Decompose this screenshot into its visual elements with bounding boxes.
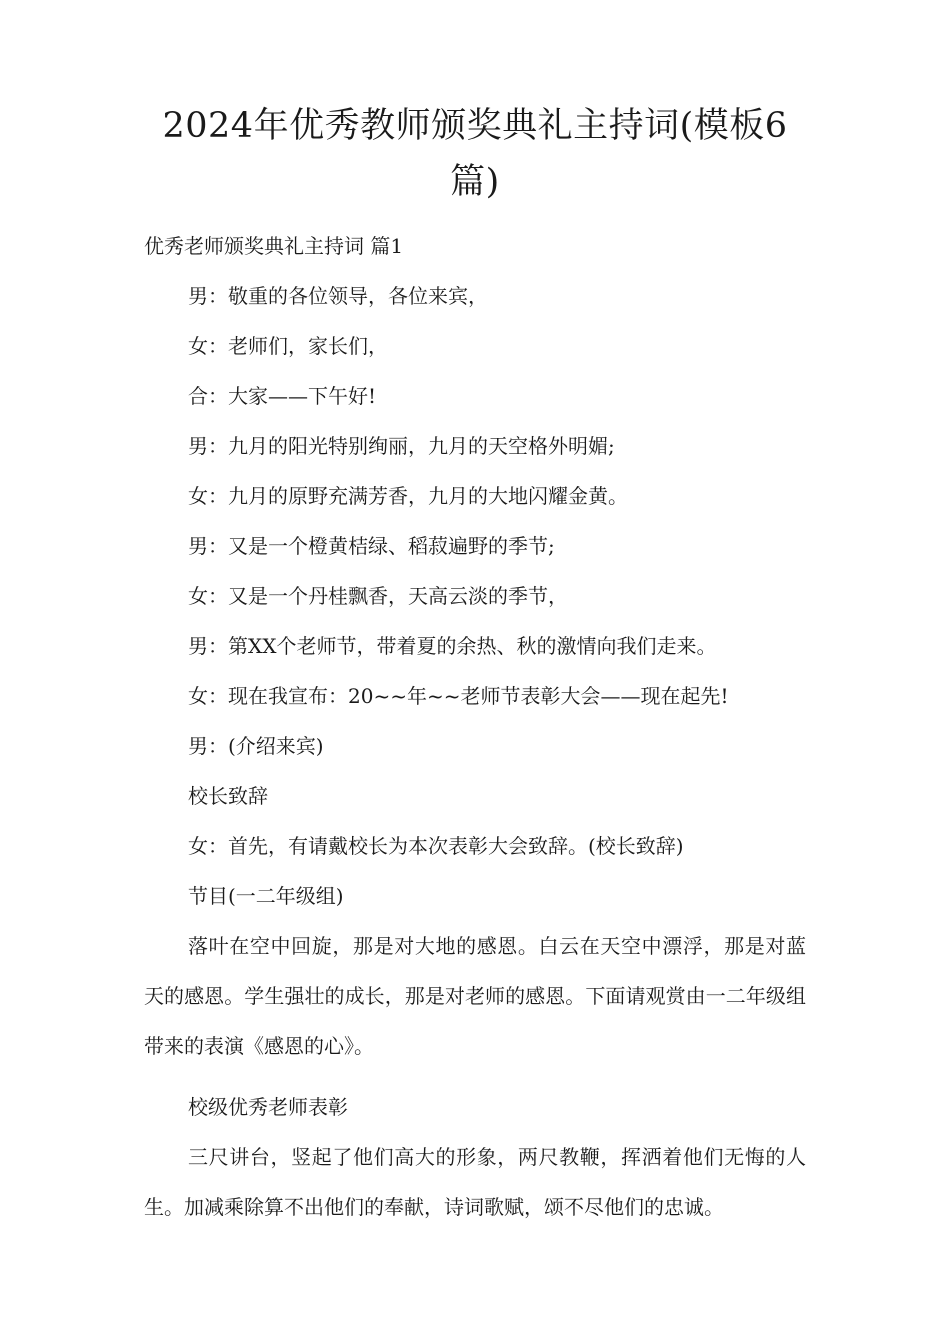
paragraph-teachers: 三尺讲台，竖起了他们高大的形象，两尺教鞭，挥洒着他们无悔的人生。加减乘除算不出他们的奉献，诗词歌赋，颂不尽他们的忠诚。 [144,1145,806,1219]
dialogue-line: 男：又是一个橙黄桔绿、稻菽遍野的季节; [188,534,555,558]
document-title: 2024年优秀教师颁奖典礼主持词(模板6篇) [162,106,788,202]
dialogue-line: 女：九月的原野充满芳香，九月的大地闪耀金黄。 [188,484,628,508]
dialogue-line: 女：首先，有请戴校长为本次表彰大会致辞。(校长致辞) [188,834,684,858]
dialogue-line: 合：大家——下午好! [188,384,377,408]
dialogue-line: 女：又是一个丹桂飘香，天高云淡的季节， [188,584,568,608]
dialogue-line: 男：敬重的各位领导，各位来宾， [188,284,488,308]
section-label-teacher-awards: 校级优秀老师表彰 [188,1095,348,1119]
dialogue-line: 女：现在我宣布：20~~年~~老师节表彰大会——现在起先! [188,684,729,708]
dialogue-line: 男：第XX个老师节，带着夏的余热、秋的激情向我们走来。 [188,634,717,658]
dialogue-line: 男：九月的阳光特别绚丽，九月的天空格外明媚; [188,434,615,458]
section-label-program: 节目(一二年级组) [188,884,344,908]
dialogue-line: 男：(介绍来宾) [188,734,324,758]
section-heading: 优秀老师颁奖典礼主持词 篇1 [144,234,404,258]
paragraph-gratitude: 落叶在空中回旋，那是对大地的感恩。白云在天空中漂浮，那是对蓝天的感恩。学生强壮的成长，那是对老师的感恩。下面请观赏由一二年级组带来的表演《感恩的心》。 [144,934,806,1058]
dialogue-line: 女：老师们，家长们， [188,334,388,358]
dialogue-lines [144,282,806,910]
section-label-principal-speech: 校长致辞 [188,784,268,808]
